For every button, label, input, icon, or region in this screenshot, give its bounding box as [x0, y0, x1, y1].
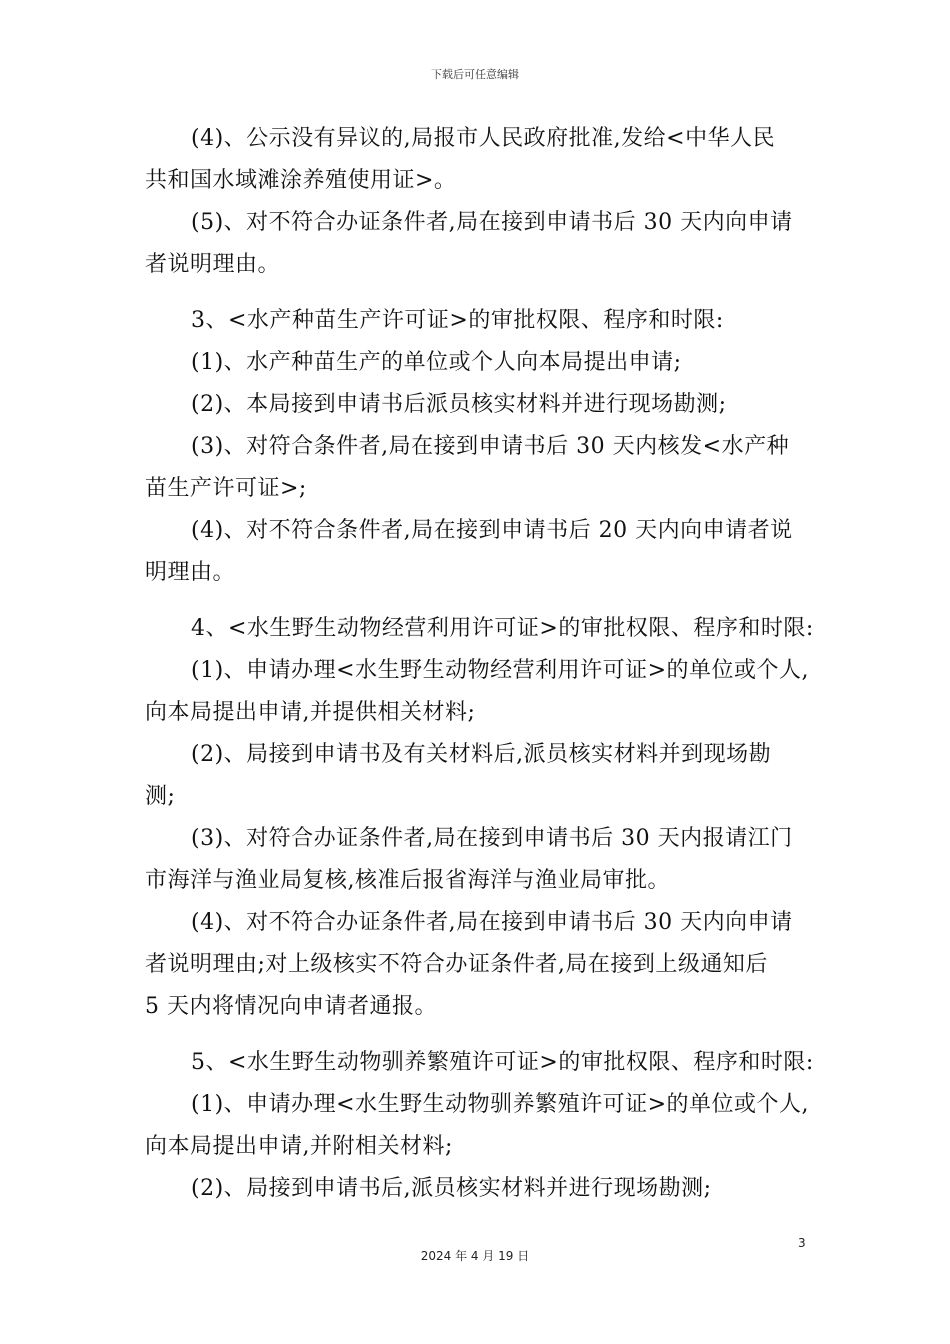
text-line: (5)、对不符合办证条件者,局在接到申请书后 30 天内向申请: [191, 210, 793, 235]
text-line: (1)、申请办理<水生野生动物经营利用许可证>的单位或个人,: [191, 658, 810, 683]
text-line: 测;: [145, 784, 176, 809]
text-line: 向本局提出申请,并提供相关材料;: [145, 700, 476, 725]
text-line: 5 天内将情况向申请者通报。: [145, 994, 437, 1019]
text-line: (2)、局接到申请书后,派员核实材料并进行现场勘测;: [191, 1176, 712, 1201]
text-line: (1)、水产种苗生产的单位或个人向本局提出申请;: [191, 350, 682, 375]
section-gap: [145, 594, 815, 608]
text-line: 共和国水域滩涂养殖使用证>。: [145, 168, 457, 193]
section-gap: [145, 286, 815, 300]
text-line: (4)、公示没有异议的,局报市人民政府批准,发给<中华人民: [191, 126, 776, 151]
document-body: [145, 118, 815, 1210]
text-line: 者说明理由。: [145, 252, 281, 277]
text-line: 明理由。: [145, 560, 236, 585]
text-line: (1)、申请办理<水生野生动物驯养繁殖许可证>的单位或个人,: [191, 1092, 810, 1117]
text-line: 者说明理由;对上级核实不符合办证条件者,局在接到上级通知后: [145, 952, 768, 977]
page-number: 3: [798, 1236, 806, 1250]
text-line: (3)、对符合办证条件者,局在接到申请书后 30 天内报请江门: [191, 826, 793, 851]
text-line: 向本局提出申请,并附相关材料;: [145, 1134, 453, 1159]
text-line: (4)、对不符合条件者,局在接到申请书后 20 天内向申请者说: [191, 518, 793, 543]
text-line: 5、<水生野生动物驯养繁殖许可证>的审批权限、程序和时限:: [191, 1050, 814, 1075]
text-line: (2)、本局接到申请书后派员核实材料并进行现场勘测;: [191, 392, 727, 417]
text-line: (3)、对符合条件者,局在接到申请书后 30 天内核发<水产种: [191, 434, 790, 459]
text-line: 苗生产许可证>;: [145, 476, 307, 501]
text-line: 市海洋与渔业局复核,核准后报省海洋与渔业局审批。: [145, 868, 670, 893]
text-line: (2)、局接到申请书及有关材料后,派员核实材料并到现场勘: [191, 742, 772, 767]
header-note: 下载后可任意编辑: [431, 68, 519, 81]
text-line: 4、<水生野生动物经营利用许可证>的审批权限、程序和时限:: [191, 616, 814, 641]
text-line: (4)、对不符合办证条件者,局在接到申请书后 30 天内向申请: [191, 910, 793, 935]
section-gap: [145, 1028, 815, 1042]
footer-date: 2024 年 4 月 19 日: [420, 1249, 530, 1263]
text-line: 3、<水产种苗生产许可证>的审批权限、程序和时限:: [191, 308, 724, 333]
